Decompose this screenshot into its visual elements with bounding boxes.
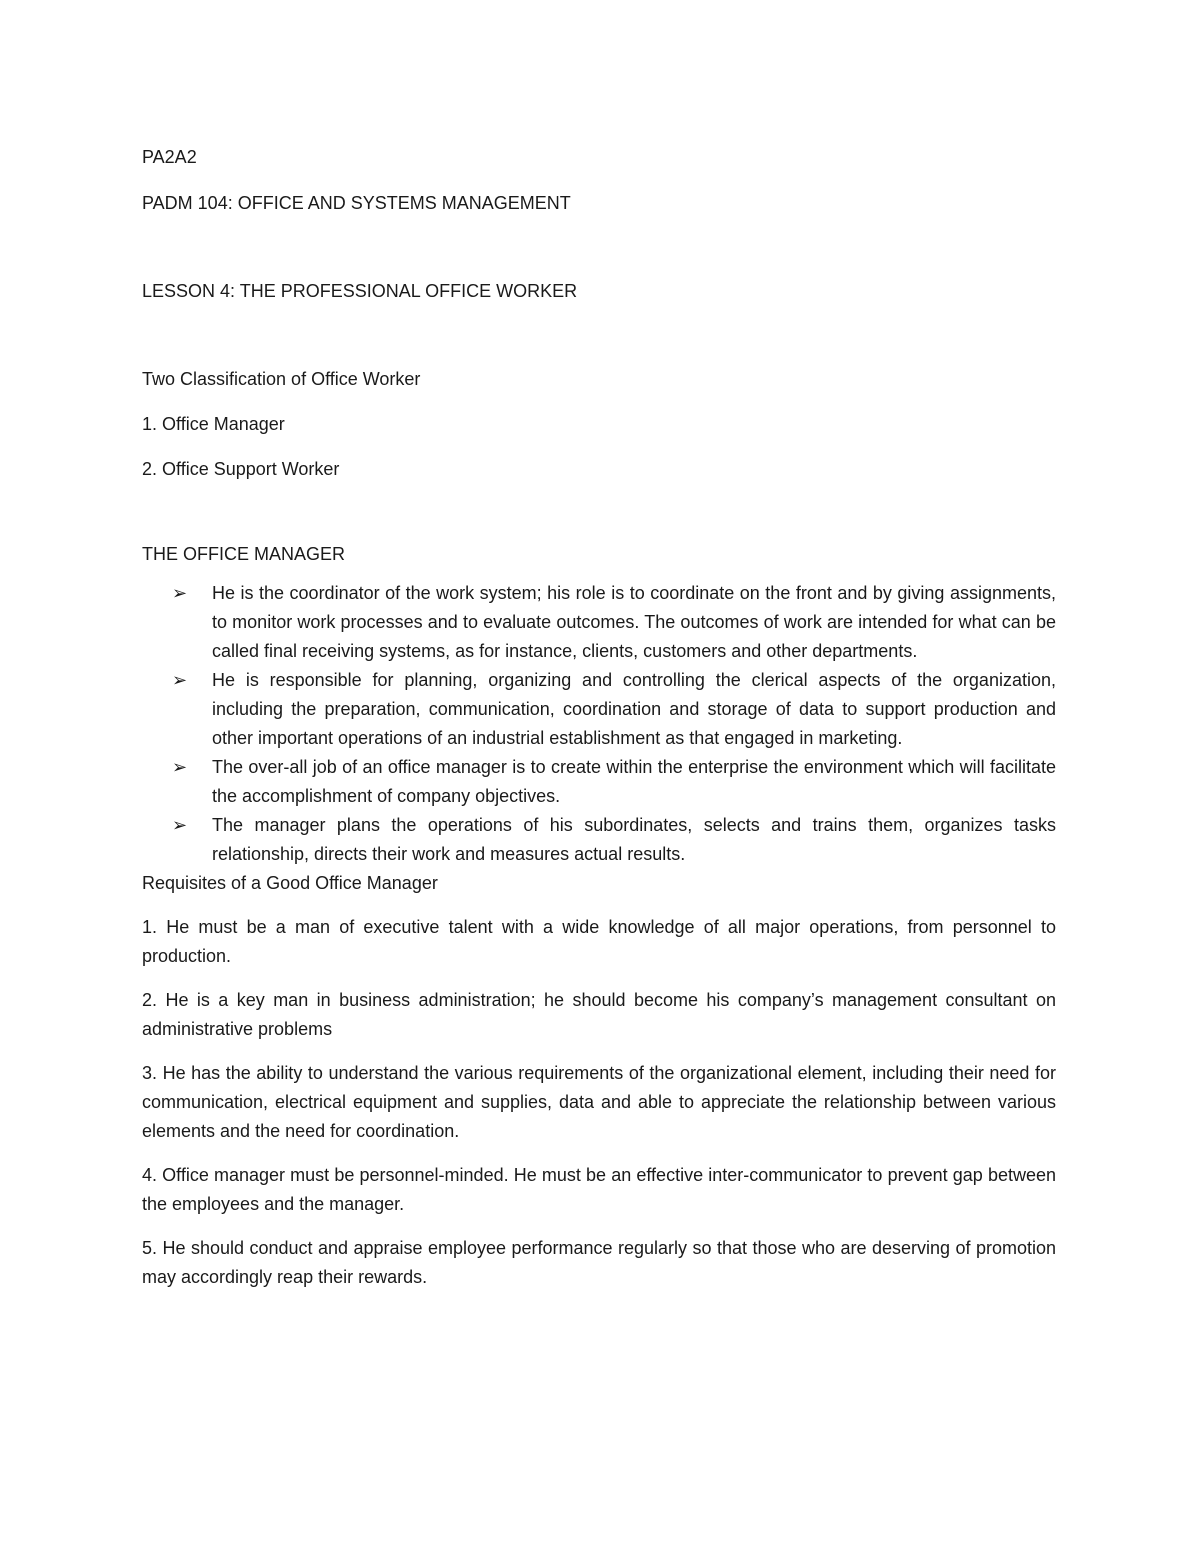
office-manager-bullet-list [142, 579, 1056, 869]
arrow-bullet-icon: ➢ [172, 583, 188, 604]
office-manager-heading: THE OFFICE MANAGER [142, 544, 346, 564]
requisite-item: 4. Office manager must be personnel-minded. He must be an effective inter-communicator to prevent gap between the employees and the manager. [142, 1165, 1056, 1214]
arrow-bullet-icon: ➢ [172, 815, 188, 836]
classification-item: 2. Office Support Worker [142, 459, 340, 479]
bullet-item [142, 579, 1056, 666]
lesson-title: LESSON 4: THE PROFESSIONAL OFFICE WORKER [142, 281, 578, 301]
requisites-heading: Requisites of a Good Office Manager [142, 873, 438, 893]
bullet-item [142, 811, 1056, 869]
bullet-item [142, 666, 1056, 753]
bullet-text: The manager plans the operations of his subordinates, selects and trains them, organizes tasks relationship, directs their work and measures actual results. [212, 815, 1056, 864]
arrow-bullet-icon: ➢ [172, 670, 188, 691]
classification-item: 1. Office Manager [142, 414, 285, 434]
arrow-bullet-icon: ➢ [172, 757, 188, 778]
requisite-item: 1. He must be a man of executive talent with a wide knowledge of all major operations, from personnel to production. [142, 917, 1056, 966]
requisite-item: 2. He is a key man in business administration; he should become his company’s management consultant on administrative problems [142, 990, 1056, 1039]
classification-heading: Two Classification of Office Worker [142, 369, 421, 389]
course-title: PADM 104: OFFICE AND SYSTEMS MANAGEMENT [142, 193, 571, 213]
document-body [142, 143, 1056, 1307]
bullet-text: He is responsible for planning, organizing and controlling the clerical aspects of the organization, including the preparation, communication, coordination and storage of data to support production and other important operations of an industrial establishment as that engaged in marketing. [212, 670, 1056, 748]
requisite-item: 5. He should conduct and appraise employee performance regularly so that those who are deserving of promotion may accordingly reap their rewards. [142, 1238, 1056, 1287]
bullet-item [142, 753, 1056, 811]
bullet-text: He is the coordinator of the work system; his role is to coordinate on the front and by giving assignments, to monitor work processes and to evaluate outcomes. The outcomes of work are intended for what can be called final receiving systems, as for instance, clients, customers and other departments. [212, 583, 1056, 661]
bullet-text: The over-all job of an office manager is to create within the enterprise the environment which will facilitate the accomplishment of company objectives. [212, 757, 1056, 806]
requisite-item: 3. He has the ability to understand the various requirements of the organizational element, including their need for communication, electrical equipment and supplies, data and able to appreciate the relationship between various elements and the need for coordination. [142, 1063, 1056, 1141]
course-code: PA2A2 [142, 147, 197, 167]
